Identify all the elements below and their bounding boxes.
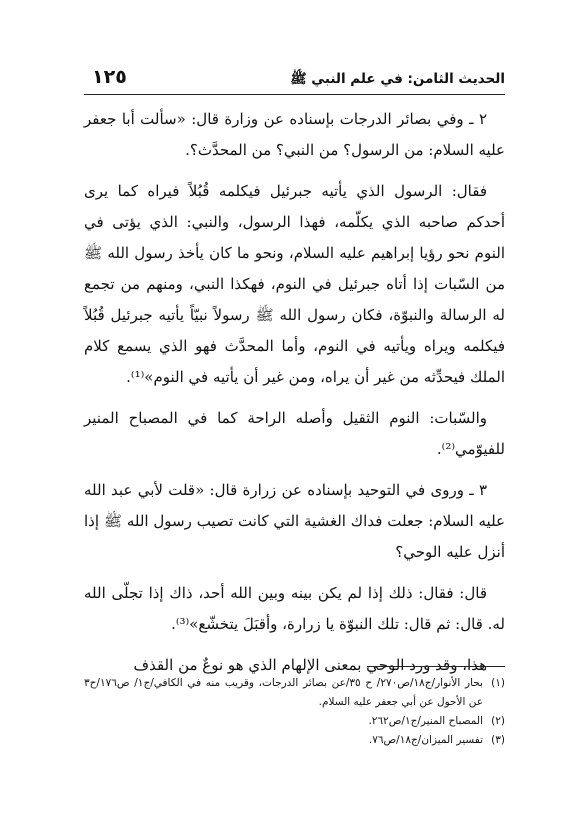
footnote-text: بحار الأنوار/ج١٨/ص٢٧٠/ ح ٣٥/عن بصائر الدرجات، وقريب منه في الكافي/ج١/ ص١٧٦/ح٣ عن الأحول عن أبي جعفر عليه السلام. <box>84 677 483 708</box>
footnotes <box>84 674 505 750</box>
paragraph: والسّبات: النوم الثقيل وأصله الراحة كما في المصباح المنير للفيوّمي⁽²⁾. <box>84 409 505 458</box>
page-number: ١٢٥ <box>92 66 127 88</box>
footnote-number: (٢) <box>491 715 505 727</box>
footnote-text: تفسير الميزان/ج١٨/ص٧٦. <box>368 734 483 746</box>
footnote-text: المصباح المنير/ج١/ص٢٦٢. <box>368 715 483 727</box>
running-head: الحديث الثامن: في علم النبي ﷺ <box>290 71 505 87</box>
footnote <box>84 712 505 731</box>
main-text <box>84 104 505 681</box>
footnote-separator <box>367 666 505 667</box>
footnote <box>84 674 505 712</box>
footnote <box>84 731 505 750</box>
paragraph: هذا، وقد ورد الوحي بمعنى الإلهام الذي هو نوعٌ من القذف <box>133 656 487 674</box>
paragraph: قال: فقال: ذلك إذا لم يكن بينه وبين الله أحد، ذاك إذا تجلّى الله له. قال: ثم قال: تلك النبوّة يا زرارة، وأقبَلَ يتخشّع»⁽³⁾. <box>84 584 505 633</box>
paragraph: ٣ ـ وروى في التوحيد بإسناده عن زرارة قال: «قلت لأبي عبد الله عليه السلام: جعلت فداك الغشية التي كانت تصيب رسول الله ﷺ إذا أنزل عليه الوحي؟ <box>84 481 505 561</box>
footnote-number: (١) <box>491 677 505 689</box>
paragraph: فقال: الرسول الذي يأتيه جبرئيل فيكلمه قُبُلاً فيراه كما يرى أحدكم صاحبه الذي يكلّمه، فهذا الرسول، والنبي: الذي يؤتى في النوم نحو رؤيا إبراهيم عليه السلام، ونحو ما كان يأخذ رسول الله ﷺ من السّبات إذا أتاه جبرئيل في النوم، فهكذا النبي، ومنهم من تجمع له الرسالة والنبوّة، فكان رسول الله ﷺ رسولاً نبيّاً يأتيه جبرئيل قُبُلاً فيكلمه ويراه ويأتيه في النوم، وأما المحدَّث فهو الذي يسمع كلام الملك فيحدِّثه من غير أن يراه، ومن غير أن يأتيه في النوم»⁽¹⁾. <box>84 182 505 386</box>
paragraph: ٢ ـ وفي بصائر الدرجات بإسناده عن وزارة قال: «سألت أبا جعفر عليه السلام: من الرسول؟ من النبي؟ من المحدَّث؟. <box>84 110 505 159</box>
page-header <box>84 60 505 95</box>
footnote-number: (٣) <box>491 734 505 746</box>
